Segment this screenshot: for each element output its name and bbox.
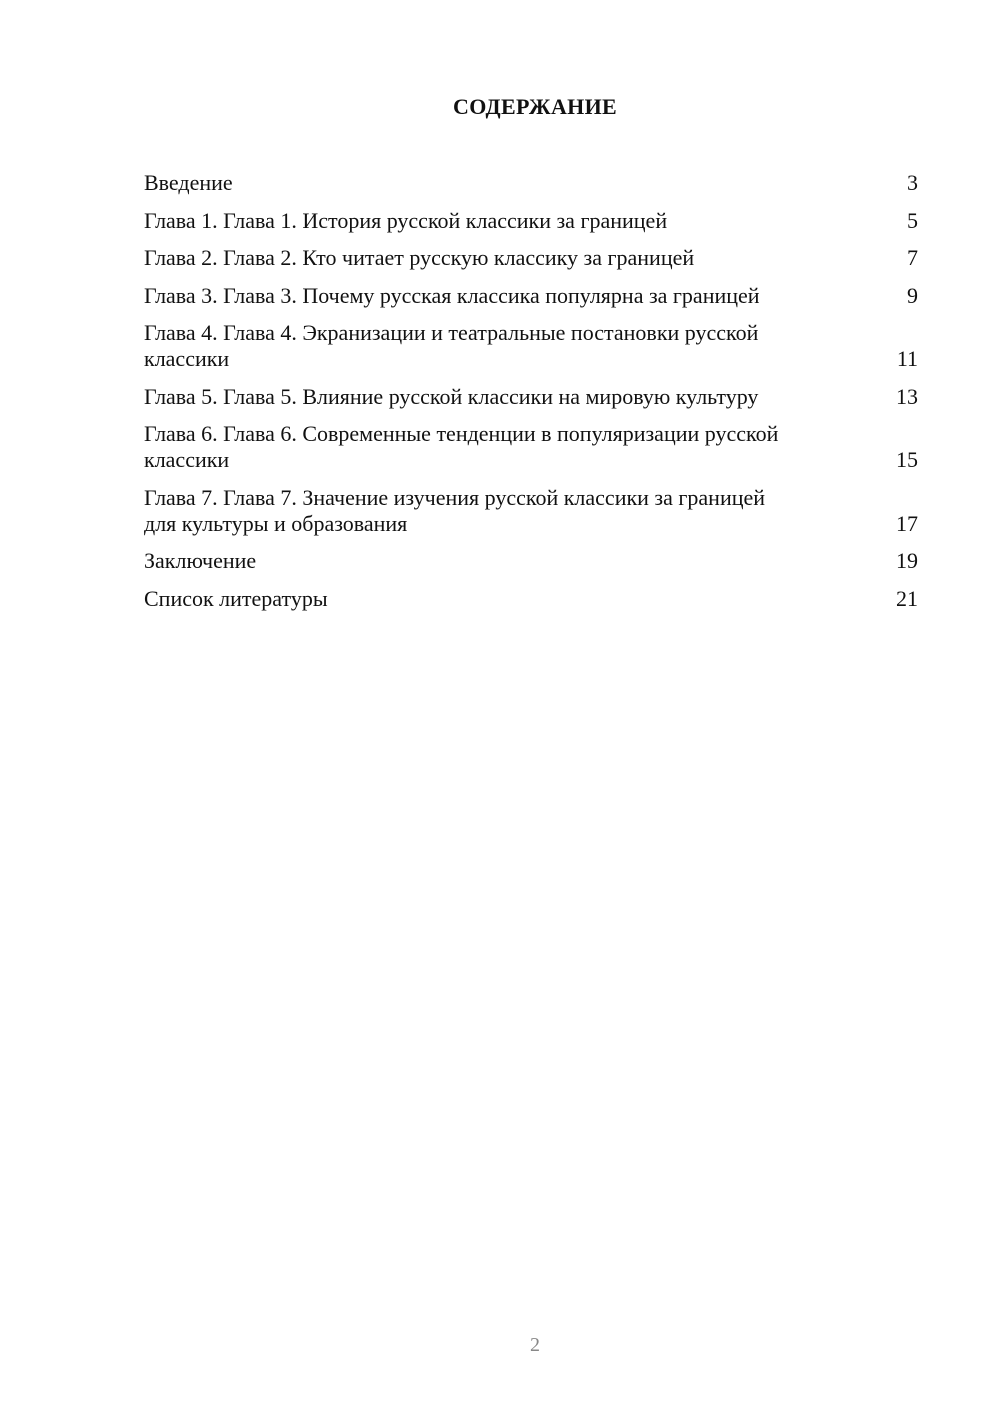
- toc-entry-page: 19: [896, 548, 918, 573]
- toc-entry-references: [144, 586, 918, 612]
- toc-entry-chapter-5: [144, 384, 918, 410]
- page-number: 2: [530, 1334, 540, 1356]
- toc-entry-chapter-1: [144, 208, 918, 234]
- toc-entry-conclusion: [144, 548, 918, 574]
- toc-entry-label: Список литературы: [144, 585, 328, 611]
- toc-entry-label: Глава 3. Глава 3. Почему русская классика популярна за границей: [144, 282, 760, 308]
- toc-entry-chapter-6: [144, 421, 918, 473]
- toc-entry-label: Глава 7. Глава 7. Значение изучения русской классики за границей для культуры и образования: [144, 484, 766, 536]
- toc-title: СОДЕРЖАНИЕ: [453, 94, 617, 119]
- toc-entry-label: Глава 2. Глава 2. Кто читает русскую классику за границей: [144, 245, 695, 270]
- toc-entry-page: 13: [896, 383, 918, 409]
- toc-entry-page: 7: [907, 245, 918, 270]
- toc-entry-label: Глава 1. Глава 1. История русской классики за границей: [144, 207, 668, 233]
- toc-entry-chapter-4: [144, 320, 918, 372]
- toc-entry-chapter-2: [144, 245, 918, 271]
- toc-entry-page: 3: [907, 170, 918, 195]
- toc-entry-label: Глава 5. Глава 5. Влияние русской классики на мировую культуру: [144, 383, 759, 409]
- toc-entry-chapter-7: [144, 485, 918, 537]
- table-of-contents: [144, 170, 918, 623]
- toc-entry-chapter-3: [144, 283, 918, 309]
- toc-entry-page: 21: [896, 585, 918, 611]
- toc-entry-label: Глава 6. Глава 6. Современные тенденции в популяризации русской классики: [144, 421, 779, 472]
- toc-entry-page: 9: [907, 282, 918, 308]
- toc-entry-label: Заключение: [144, 548, 257, 573]
- toc-entry-label: Введение: [144, 170, 233, 195]
- toc-entry-page: 15: [896, 447, 918, 472]
- toc-entry-page: 11: [896, 346, 918, 371]
- toc-entry-page: 5: [907, 207, 918, 233]
- toc-entry-label: Глава 4. Глава 4. Экранизации и театральные постановки русской классики: [144, 320, 759, 371]
- toc-entry-page: 17: [896, 510, 918, 536]
- toc-entry-introduction: [144, 170, 918, 196]
